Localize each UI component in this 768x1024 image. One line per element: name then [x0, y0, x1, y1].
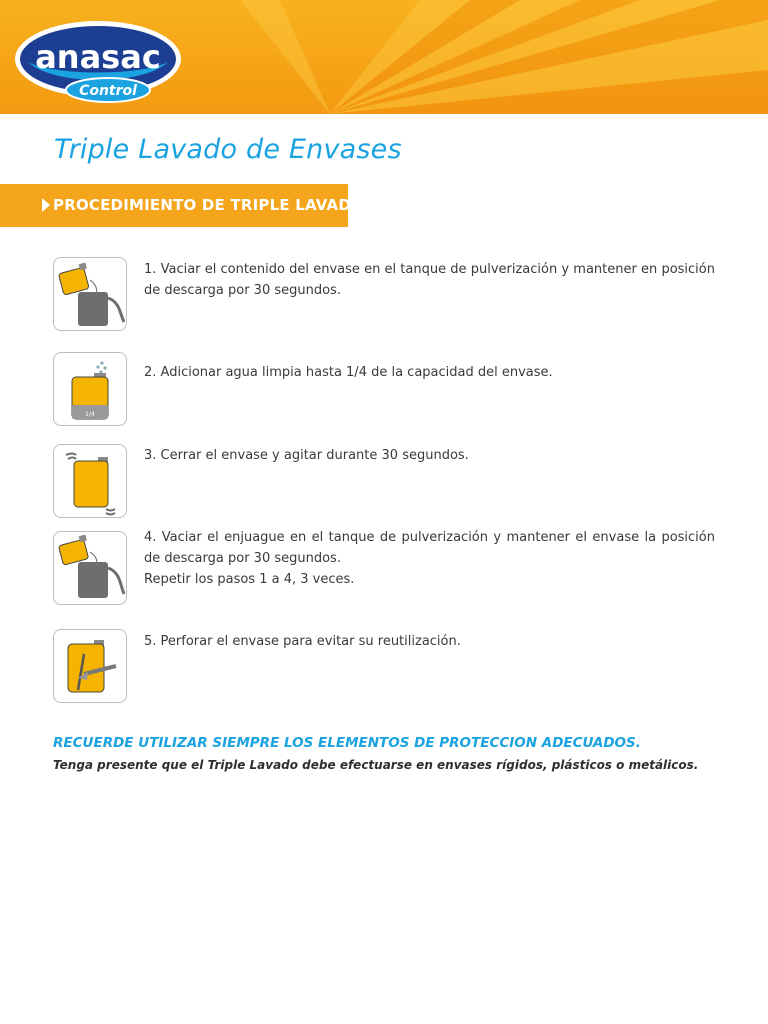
pour-rinse-icon — [53, 531, 127, 605]
anasac-logo — [14, 16, 184, 106]
step-3-text: 3. Cerrar el envase y agitar durante 30 segundos. — [144, 448, 469, 463]
chevron-right-icon — [42, 198, 50, 212]
brand-subtitle: Control — [79, 83, 137, 99]
step-2-text: 2. Adicionar agua limpia hasta 1/4 de la capacidad del envase. — [144, 365, 553, 380]
page-title: Triple Lavado de Envases — [54, 134, 402, 165]
pour-into-tank-icon — [53, 257, 127, 331]
shake-container-icon — [53, 444, 127, 518]
add-water-icon — [53, 352, 127, 426]
step-5-text: 5. Perforar el envase para evitar su reutilización. — [144, 634, 461, 649]
brand-wordmark: anasac — [35, 38, 161, 76]
section-label: PROCEDIMIENTO DE TRIPLE LAVADO — [53, 196, 364, 214]
fill-level-label: 1/4 — [85, 411, 95, 418]
safety-reminder: RECUERDE UTILIZAR SIEMPRE LOS ELEMENTOS DE PROTECCION ADECUADOS. — [53, 735, 641, 751]
perforate-container-icon — [53, 629, 127, 703]
step-1-text: 1. Vaciar el contenido del envase en el tanque de pulverización y mantener en posición de descarga por 30 segundos. — [144, 262, 715, 298]
step-4-text: 4. Vaciar el enjuague en el tanque de pulverización y mantener el envase la posición de descarga por 30 segundos. Repetir los pasos 1 a 4, 3 veces. — [144, 530, 715, 587]
section-header — [0, 184, 364, 227]
triple-wash-note: Tenga presente que el Triple Lavado debe efectuarse en envases rígidos, plásticos o metálicos. — [53, 758, 699, 772]
header-banner — [0, 0, 768, 114]
